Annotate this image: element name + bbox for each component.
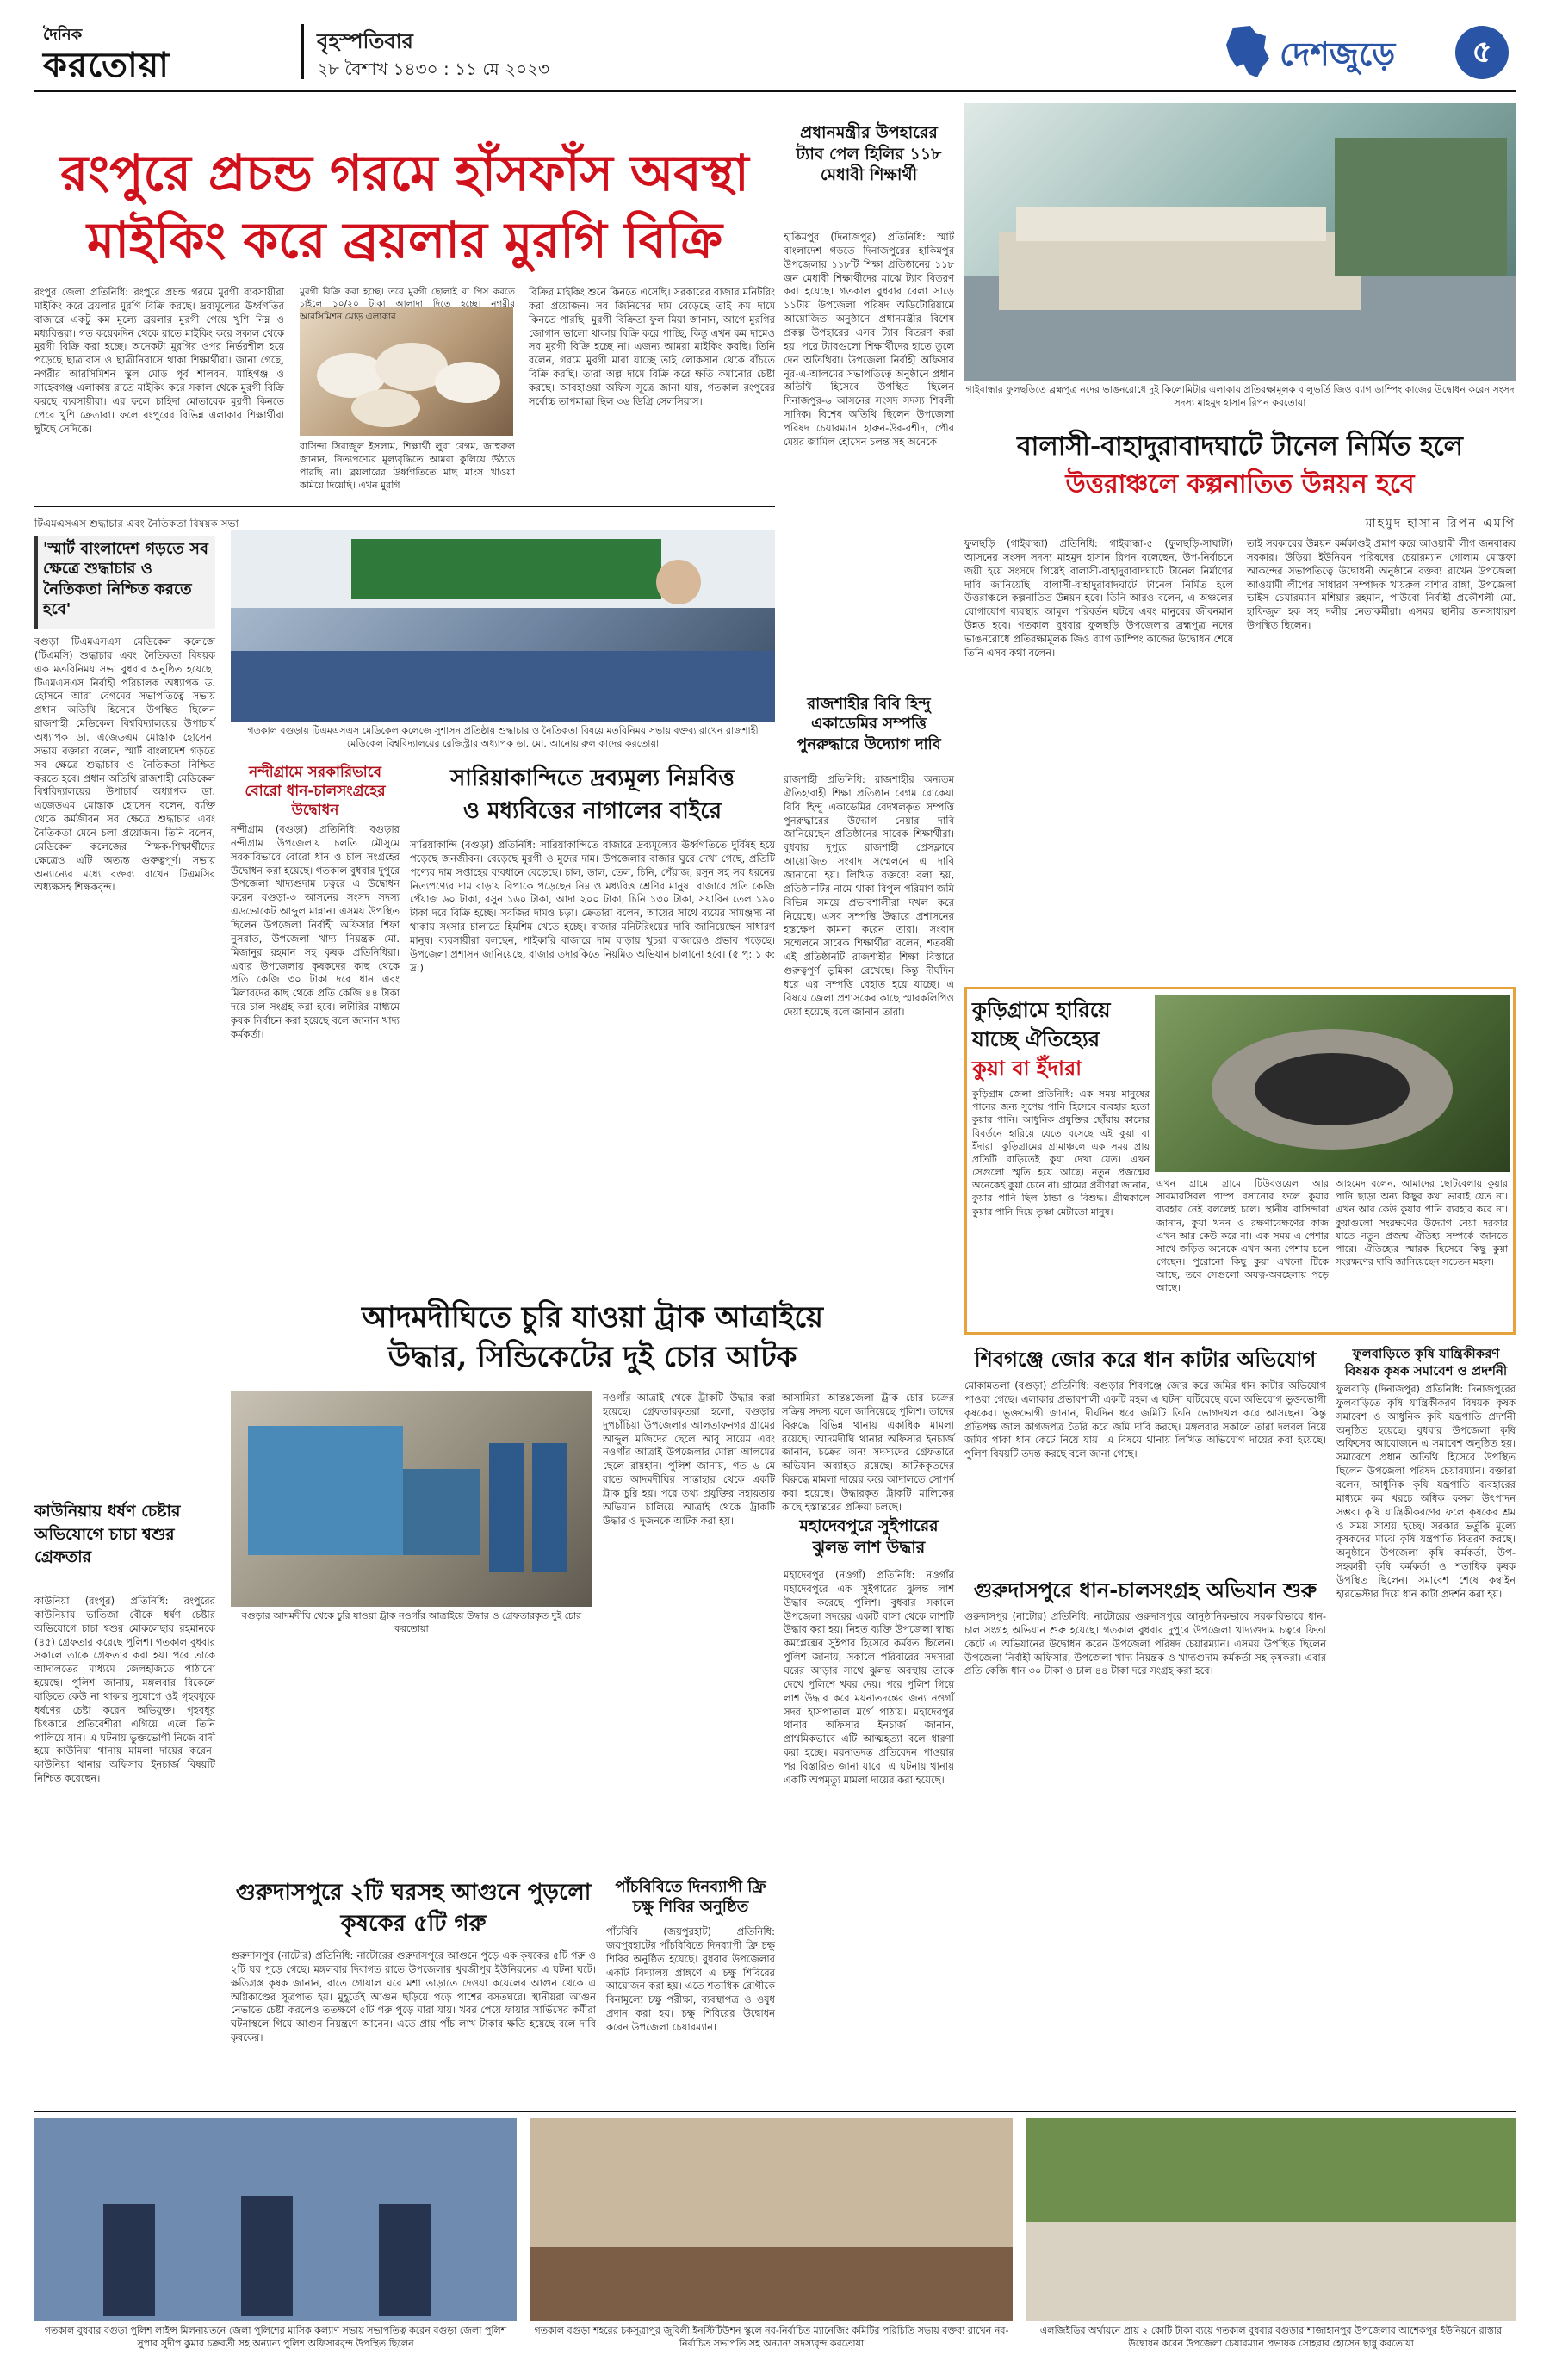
school-meeting-photo [530, 2118, 1013, 2321]
masthead-date: ২৮ বৈশাখ ১৪৩০ : ১১ মে ২০২৩ [317, 59, 550, 79]
page-number: ৫ [1472, 34, 1492, 70]
rajshahi-body: রাজশাহী প্রতিনিধি: রাজশাহীর অন্যতম ঐতিহ্যবাহী শিক্ষা প্রতিষ্ঠান বেগম রোকেয়া বিবি হিন্দু একাডেমির বেদখলকৃত সম্পত্তি পুনরুদ্ধারের উদ্যোগ নেয়ার দাবি জানিয়েছেন প্রতিষ্ঠানের সাবেক শিক্ষার্থীরা। বুধবার দুপুরে রাজশাহী প্রেসক্লাবে আয়োজিত সংবাদ সম্মেলনে এ দাবি জানানো হয়। লিখিত বক্তব্যে বলা হয়, প্রতিষ্ঠানটির নামে থাকা বিপুল পরিমাণ জমি বিভিন্ন সময়ে প্রভাবশালীরা দখল করে নিয়েছে। এসব সম্পত্তি উদ্ধারে প্রশাসনের হস্তক্ষেপ কামনা করেন তারা। সংবাদ সম্মেলনে সাবেক শিক্ষার্থীরা বলেন, শতবর্ষী এই প্রতিষ্ঠানটি রাজশাহীর শিক্ষা বিস্তারে গুরুত্বপূর্ণ ভূমিকা রেখেছে। কিন্তু দীর্ঘদিন ধরে এর সম্পত্তি বেহাত হয়ে যাচ্ছে। এ বিষয়ে জেলা প্রশাসকের কাছে স্মারকলিপিও দেয়া হয়েছে বলে জানান তারা। [784, 773, 954, 1018]
smart-bd-headline-box [34, 536, 215, 629]
police-photo-caption: গতকাল বুধবার বগুড়া পুলিশ লাইন্স মিলনায়তনে জেলা পুলিশের মাসিক কল্যাণ সভায় সভাপতিত্ব করেন বগুড়া জেলা পুলিশ সুপার সুদীপ কুমার চক্রবর্তী সহ অন্যান্য পুলিশ অফিসারবৃন্দ উপস্থিত ছিলেন [44, 2325, 507, 2349]
gurudaspur-fire-headline: গুরুদাসপুরে ২টি ঘরসহ আগুনে পুড়লো কৃষকের ৫টি গরু [235, 1880, 592, 1937]
kauniya-headline: কাউনিয়ায় ধর্ষণ চেষ্টার অভিযোগে চাচা শ্বশুর গ্রেফতার [34, 1502, 181, 1567]
tmss-meeting-photo [231, 530, 775, 722]
smart-bd-kicker: টিএমএসএস শুদ্ধাচার এবং নৈতিকতা বিষয়ক সভা [34, 518, 239, 530]
smart-bd-body: বগুড়া টিএমএসএস মেডিকেল কলেজে (টিএমসি) শুদ্ধাচার এবং নৈতিকতা বিষয়ক এক মতবিনিময় সভা বুধবার অনুষ্ঠিত হয়েছে। টিএমএসএস নির্বাহী পরিচালক অধ্যাপক ড. হোসনে আরা বেগমের সভাপতিত্বে সভায় প্রধান অতিথি হিসেবে উপস্থিত ছিলেন রাজশাহী মেডিকেল বিশ্ববিদ্যালয়ের উপাচার্য অধ্যাপক ডা. এজেডএম মোস্তাক হোসেন। সভায় বক্তারা বলেন, স্মার্ট বাংলাদেশ গড়তে সব ক্ষেত্রে শুদ্ধাচার ও নৈতিকতা নিশ্চিত করতে হবে। প্রধান অতিথি রাজশাহী মেডিকেল বিশ্ববিদ্যালয়ের উপাচার্য অধ্যাপক ডা. এজেডএম মোস্তাক হোসেন বলেন, ব্যক্তি থেকে কর্মজীবন সব ক্ষেত্রে শুদ্ধাচার এবং নৈতিকতা মেনে চলা প্রয়োজন। তিনি বলেন, মেডিকেল কলেজের শিক্ষক-শিক্ষার্থীদের ক্ষেত্রেও এটি অত্যন্ত গুরুত্বপূর্ণ। সভায় অন্যান্যের মধ্যে বক্তব্য রাখেন টিএমসির অধ্যক্ষসহ শিক্ষকবৃন্দ। [34, 635, 215, 894]
balasi-column-2: তাই সরকারের উন্নয়ন কর্মকাণ্ডই প্রমাণ করে আওয়ামী লীগ জনবান্ধব সরকার। উড়িয়া ইউনিয়ন পরিষদের চেয়ারম্যান গোলাম মোস্তফা আকন্দের সভাপতিত্বে উদ্বোধনী অনুষ্ঠানে বক্তব্য রাখেন উপজেলা আওয়ামী লীগের সাধারণ সম্পাদক খায়রুল বাশার রাঙ্গা, উপজেলা ভাইস চেয়ারম্যান মশিয়ার রহমান, পাউবো নির্বাহী প্রকৌশলী মো. হাফিজুল হক সহ দলীয় নেতাকর্মীরা। এসময় স্থানীয় জনসাধারণ উপস্থিত ছিলেন। [1247, 537, 1516, 632]
adamdighi-column-2: আসামিরা আন্তঃজেলা ট্রাক চোর চক্রের সক্রিয় সদস্য বলে জানিয়েছে পুলিশ। তাদের বিরুদ্ধে বিভিন্ন থানায় একাধিক মামলা রয়েছে। আদমদীঘি থানার অফিসার ইনচার্জ জানান, চক্রের অন্য সদস্যদের গ্রেফতারে অভিযান অব্যাহত রয়েছে। আটককৃতদের বিরুদ্ধে মামলা দায়ের করে আদালতে সোপর্দ করা হয়েছে। উদ্ধারকৃত ট্রাকটি মালিকের কাছে হস্তান্তরের প্রক্রিয়া চলছে। [782, 1391, 954, 1513]
road-inauguration-photo [1026, 2118, 1516, 2321]
gurudaspur-rice-story [964, 1576, 1326, 1834]
balasi-byline: মাহমুদ হাসান রিপন এমপি [1365, 517, 1516, 530]
adamdighi-headline-line1: আদমদীঘিতে চুরি যাওয়া ট্রাক আত্রাইয়ে [361, 1300, 824, 1335]
pm-tab-headline: প্রধানমন্ত্রীর উপহারের ট্যাব পেল হিলির ১১৮ মেধাবী শিক্ষার্থী [796, 123, 942, 185]
kurigram-headline-line3: কুয়া বা ইঁদারা [972, 1056, 1082, 1081]
bangladesh-map-icon [1221, 24, 1273, 81]
mahadebpur-story [784, 1515, 954, 2153]
panchbibi-story [606, 1877, 775, 2110]
well-photo [1155, 995, 1510, 1172]
balasi-headline-line1: বালাসী-বাহাদুরাবাদঘাটে টানেল নির্মিত হলে [1016, 431, 1463, 462]
kurigram-column-1: কুড়িগ্রাম জেলা প্রতিনিধি: এক সময় মানুষের পানের জন্য সুপেয় পানি হিসেবে ব্যবহার হতো কুয়ার পানি। আধুনিক প্রযুক্তির ছোঁয়ায় কালের বিবর্তনে হারিয়ে যেতে বসেছে এই কুয়া বা ইঁদারা। কুড়িগ্রামের গ্রামাঞ্চলে এক সময় প্রায় প্রতিটি বাড়িতেই কুয়া দেখা যেত। এখন সেগুলো স্মৃতি হয়ে আছে। নতুন প্রজন্মের অনেকেই কুয়া চেনে না। গ্রামের প্রবীণরা জানান, কুয়ার পানি ছিল ঠান্ডা ও বিশুদ্ধ। গ্রীষ্মকালে কুয়ার পানি দিয়ে তৃষ্ণা মেটাতো মানুষ। [972, 1088, 1150, 1218]
kurigram-column-2: এখন গ্রামে গ্রামে টিউবওয়েল আর সাবমারসিবল পাম্প বসানোর ফলে কুয়ার ব্যবহার নেই বললেই চলে। স্থানীয় বাসিন্দারা জানান, কুয়া খনন ও রক্ষণাবেক্ষণের কাজ এখন আর কেউ করে না। এক সময় এ পেশার সাথে জড়িত অনেকে এখন অন্য পেশায় চলে গেছেন। পুরোনো কিছু কুয়া এখনো টিকে আছে, তবে সেগুলো অযত্ন-অবহেলায় পড়ে আছে। [1156, 1178, 1329, 1294]
sariakandi-story [410, 763, 775, 1288]
mahadebpur-body: মহাদেবপুর (নওগাঁ) প্রতিনিধি: নওগাঁর মহাদেবপুরে এক সুইপারের ঝুলন্ত লাশ উদ্ধার করেছে পুলিশ। বুধবার সকালে উপজেলা সদরের একটি বাসা থেকে লাশটি উদ্ধার করা হয়। নিহত ব্যক্তি উপজেলা স্বাস্থ্য কমপ্লেক্সের সুইপার হিসেবে কর্মরত ছিলেন। পুলিশ জানায়, সকালে পরিবারের সদস্যরা ঘরের আড়ার সাথে ঝুলন্ত অবস্থায় তাকে দেখে পুলিশে খবর দেয়। পরে পুলিশ গিয়ে লাশ উদ্ধার করে ময়নাতদন্তের জন্য নওগাঁ সদর হাসপাতাল মর্গে পাঠায়। মহাদেবপুর থানার অফিসার ইনচার্জ জানান, প্রাথমিকভাবে এটি আত্মহত্যা বলে ধারণা করা হচ্ছে। ময়নাতদন্ত প্রতিবেদন পাওয়ার পর বিস্তারিত জানা যাবে। এ ঘটনায় থানায় একটি অপমৃত্যু মামলা দায়ের করা হয়েছে। [784, 1569, 954, 1786]
logo-small-text: দৈনিক [43, 26, 83, 44]
gurudaspur-rice-headline: গুরুদাসপুরে ধান-চালসংগ্রহ অভিযান শুরু [973, 1577, 1318, 1602]
logo-main-text: করতোয়া [43, 45, 170, 85]
kurigram-headline-line1: কুড়িগ্রামে হারিয়ে [972, 997, 1111, 1022]
fulbari-body: ফুলবাড়ি (দিনাজপুর) প্রতিনিধি: দিনাজপুরের ফুলবাড়িতে কৃষি যান্ত্রিকীকরণ বিষয়ক কৃষক সমাবেশ ও আধুনিক কৃষি যন্ত্রপাতি প্রদর্শনী অনুষ্ঠিত হয়েছে। বুধবার উপজেলা কৃষি অফিসের আয়োজনে এ সমাবেশ অনুষ্ঠিত হয়। সমাবেশে প্রধান অতিথি হিসেবে উপস্থিত ছিলেন উপজেলা পরিষদ চেয়ারম্যান। বক্তারা বলেন, আধুনিক কৃষি যন্ত্রপাতি ব্যবহারের মাধ্যমে কম খরচে অধিক ফসল উৎপাদন সম্ভব। কৃষি যান্ত্রিকীকরণের ফলে কৃষকের শ্রম ও সময় সাশ্রয় হচ্ছে। সরকার ভর্তুকি মূল্যে কৃষকদের মাঝে কৃষি যন্ত্রপাতি বিতরণ করছে। অনুষ্ঠানে উপজেলা কৃষি কর্মকর্তা, উপ-সহকারী কৃষি কর্মকর্তা ও শতাধিক কৃষক উপস্থিত ছিলেন। সমাবেশ শেষে কম্বাইন হারভেস্টার দিয়ে ধান কাটা প্রদর্শন করা হয়। [1336, 1383, 1516, 1600]
lead-story [34, 96, 775, 503]
shibganj-body: মোকামতলা (বগুড়া) প্রতিনিধি: বগুড়ার শিবগঞ্জে জোর করে জমির ধান কাটার অভিযোগ পাওয়া গেছে। এলাকার প্রভাবশালী একটি মহল এ ঘটনা ঘটিয়েছে বলে অভিযোগ ভুক্তভোগী কৃষকের। ভুক্তভোগী জানান, দীর্ঘদিন ধরে জমিটি তিনি ভোগদখল করে আসছেন। কিন্তু প্রতিপক্ষ জাল কাগজপত্র তৈরি করে জমি দাবি করছে। মঙ্গলবার সকালে তারা দলবল নিয়ে জমির পাকা ধান কেটে নিয়ে যায়। এ বিষয়ে থানায় লিখিত অভিযোগ দায়ের করা হয়েছে। পুলিশ বিষয়টি তদন্ত করছে বলে জানা গেছে। [964, 1379, 1326, 1460]
kauniya-story [34, 1500, 215, 2189]
masthead [0, 0, 1550, 93]
nandigram-body: নন্দীগ্রাম (বগুড়া) প্রতিনিধি: বগুড়ার নন্দীগ্রাম উপজেলায় চলতি মৌসুমে সরকারিভাবে বোরো ধান ও চাল সংগ্রহের উদ্বোধন করা হয়েছে। গতকাল বুধবার দুপুরে উপজেলা খাদ্যগুদাম চত্বরে এ উদ্বোধন করেন বগুড়া-৩ আসনের সংসদ সদস্য এডভোকেট আব্দুল মান্নান। এসময় উপস্থিত ছিলেন উপজেলা নির্বাহী অফিসার শিফা নুসরাত, উপজেলা খাদ্য নিয়ন্ত্রক মো. মিজানুর রহমান সহ কৃষক প্রতিনিধিরা। এবার উপজেলায় কৃষকদের কাছ থেকে প্রতি কেজি ৩০ টাকা দরে ধান এবং মিলারদের কাছ থেকে প্রতি কেজি ৪৪ টাকা দরে চাল সংগ্রহ করা হবে। লটারির মাধ্যমে কৃষক নির্বাচন করা হয়েছে বলে জানান খাদ্য কর্মকর্তা। [231, 823, 400, 1040]
police-meeting-photo [34, 2118, 517, 2321]
river-photo-caption: গাইবান্ধার ফুলছড়িতে ব্রহ্মপুত্র নদের ভাঙনরোধে দুই কিলোমিটার এলাকায় প্রতিরক্ষামূলক বালুভর্তি জিও ব্যাগ ডাম্পিং কাজের উদ্বোধন করেন সংসদ সদস্য মাহমুদ হাসান রিপন করতোয়া [965, 384, 1515, 408]
kurigram-box [964, 987, 1516, 1335]
balasi-story [964, 420, 1516, 902]
truck-photo-caption: বগুড়ার আদমদীঘি থেকে চুরি যাওয়া ট্রাক নওগাঁর আত্রাইয়ে উদ্ধার ও গ্রেফতারকৃত দুই চোর করতোয়া [241, 1610, 582, 1634]
divider-1 [34, 506, 775, 507]
masthead-weekday: বৃহস্পতিবার [317, 29, 413, 53]
kurigram-column-3: আহমেদ বলেন, আমাদের ছোটবেলায় কুয়ার পানি ছাড়া অন্য কিছুর কথা ভাবাই যেত না। এখন আর কেউ কুয়ার পানি ব্যবহার করে না। কুয়াগুলো সংরক্ষণের উদ্যোগ নেয়া দরকার যাতে নতুন প্রজন্ম ঐতিহ্য সম্পর্কে জানতে পারে। ঐতিহ্যের স্মারক হিসেবে কিছু কুয়া সংরক্ষণের দাবি জানিয়েছেন সচেতন মহল। [1336, 1178, 1508, 1268]
lead-photo-chickens [300, 307, 513, 436]
school-photo-caption: গতকাল বগুড়া শহরের চকসূত্রাপুর জুবিলী ইনস্টিটিউশন স্কুলে নব-নির্বাচিত ম্যানেজিং কমিটির পরিচিতি সভায় বক্তব্য রাখেন নব-নির্বাচিত সভাপতি সহ অন্যান্য সদস্যবৃন্দ করতোয়া [534, 2325, 1009, 2349]
shibganj-headline: শিবগঞ্জে জোর করে ধান কাটার অভিযোগ [974, 1347, 1317, 1372]
balasi-headline-line2: উত্তরাঞ্চলে কল্পনাতিত উন্নয়ন হবে [1065, 469, 1415, 499]
lead-column-2-top: মুরগী বিক্রি করা হচ্ছে। তবে মুরগী ছোলাই বা পিস করতে চাইলে ১০/২০ টাকা আলাদা দিতে হচ্ছে। নগরীর আরসিমিশন মোড় এলাকার [300, 287, 515, 322]
nandigram-headline: নন্দীগ্রামে সরকারিভাবে বোরো ধান-চালসংগ্রহের উদ্বোধন [245, 764, 386, 820]
nandigram-story [231, 763, 400, 1366]
gurudaspur-rice-body: গুরুদাসপুর (নাটোর) প্রতিনিধি: নাটোরের গুরুদাসপুরে আনুষ্ঠানিকভাবে সরকারিভাবে ধান-চাল সংগ্রহ অভিযান শুরু হয়েছে। গতকাল বুধবার দুপুরে উপজেলা খাদ্যগুদাম চত্বরে ফিতা কেটে এ অভিযানের উদ্বোধন করেন উপজেলা পরিষদ চেয়ারম্যান। এসময় উপস্থিত ছিলেন উপজেলা নির্বাহী অফিসার, উপজেলা খাদ্য নিয়ন্ত্রক ও খাদ্যগুদাম কর্মকর্তা সহ কৃষকরা। এবার প্রতি কেজি ধান ৩০ টাকা ও চাল ৪৪ টাকা দরে সংগ্রহ করা হবে। [964, 1610, 1326, 1677]
tmss-photo-caption: গতকাল বগুড়ায় টিএমএসএস মেডিকেল কলেজে সুশাসন প্রতিষ্ঠায় শুদ্ধাচার ও নৈতিকতা বিষয়ে মতবিনিময় সভায় বক্তব্য রাখেন রাজশাহী মেডিকেল বিশ্ববিদ্যালয়ের রেজিস্ট্রার অধ্যাপক ডা. মো. আনোয়ারুল কাদের করতোয়া [247, 725, 759, 749]
masthead-bottom-rule [34, 90, 1516, 92]
rajshahi-story [784, 694, 954, 1383]
fulbari-headline: ফুলবাড়িতে কৃষি যান্ত্রিকীকরণ বিষয়ক কৃষক সমাবেশ ও প্রদর্শনী [1344, 1346, 1508, 1379]
sariakandi-body: সারিয়াকান্দি (বগুড়া) প্রতিনিধি: সারিয়াকান্দিতে বাজারে দ্রব্যমূল্যের ঊর্ধ্বগতিতে দুর্বিষহ হয়ে পড়েছে জনজীবন। বেড়েছে মুরগী ও মুদের দাম। উপজেলার বাজার ঘুরে দেখা গেছে, প্রতিটি পণ্যের দাম সপ্তাহের ব্যবধানে বেড়েছে। চাল, ডাল, তেল, চিনি, পেঁয়াজ, রসুন সহ সব ধরনের নিত্যপণ্যের দাম বাড়ায় বিপাকে পড়েছেন নিম্ন ও মধ্যবিত্ত শ্রেণির মানুষ। বাজারে প্রতি কেজি পেঁয়াজ ৬০ টাকা, রসুন ১৬০ টাকা, আদা ২০০ টাকা, চিনি ১৩০ টাকা, সয়াবিন তেল ১৯০ টাকা দরে বিক্রি হচ্ছে। সবজির দামও চড়া। ক্রেতারা বলেন, আয়ের সাথে ব্যয়ের সামঞ্জস্য না থাকায় সংসার চালাতে হিমশিম খেতে হচ্ছে। বাজার মনিটরিংয়ের দাবি জানিয়েছেন সাধারণ মানুষ। ব্যবসায়ীরা বলছেন, পাইকারি বাজারে দাম বাড়ায় খুচরা বাজারেও প্রভাব পড়েছে। উপজেলা প্রশাসন জানিয়েছে, বাজার তদারকিতে নিয়মিত অভিযান চালানো হবে। (৫ পৃ: ১ ক: দ্র:) [410, 839, 775, 974]
kauniya-body: কাউনিয়া (রংপুর) প্রতিনিধি: রংপুরের কাউনিয়ায় ভাতিজা বৌকে ধর্ষণ চেষ্টার অভিযোগে চাচা শ্বশুর মোকলেছার রহমানকে (৪৫) গ্রেফতার করেছে পুলিশ। গতকাল বুধবার সকালে তাকে গ্রেফতার করা হয়। পরে তাকে আদালতের মাধ্যমে জেলহাজতে পাঠানো হয়েছে। পুলিশ জানায়, মঙ্গলবার বিকেলে বাড়িতে কেউ না থাকার সুযোগে ওই গৃহবধূকে ধর্ষণের চেষ্টা করেন অভিযুক্ত। গৃহবধূর চিৎকারে প্রতিবেশীরা এগিয়ে এলে তিনি পালিয়ে যান। এ ঘটনায় ভুক্তভোগী নিজে বাদী হয়ে কাউনিয়া থানায় মামলা দায়ের করেন। কাউনিয়া থানার অফিসার ইনচার্জ বিষয়টি নিশ্চিত করেছেন। [34, 1595, 215, 1785]
smart-bd-story [34, 511, 239, 1493]
lead-column-3: বিক্রির মাইকিং শুনে কিনতে এসেছি। সরকারের বাজার মনিটরিং করা প্রয়োজন। সব জিনিসের দাম বেড়েছে তাই কম দামে কিনতে পারছি। মুরগী বিক্রিতা ফুল মিয়া জানান, আগে মুরগির জোগান ভালো থাকায় বিক্রি করে পাচ্ছি, কিন্তু এখন কম দামেও সব মুরগী বিক্রি হচ্ছে না। এজন্য আমরা মাইকিং করছি। তিনি বলেন, গরমে মুরগী মারা যাচ্ছে তাই লোকসান থেকে বাঁচতে বিক্রি করছি। তারা অল্প দামে বিক্রি করে ক্ষতি কমানোর চেষ্টা করছে। আবহাওয়া অফিস সূত্রে জানা যায়, গতকাল রংপুরের সর্বোচ্চ তাপমাত্রা ছিল ৩৬ ডিগ্রি সেলসিয়াস। [529, 286, 775, 407]
road-photo-caption: এলজিইডির অর্থায়নে প্রায় ২ কোটি টাকা ব্যয়ে গতকাল বুধবার বগুড়ার শাজাহানপুর উপজেলার আশেকপুর ইউনিয়নে রাস্তার উদ্বোধন করেন উপজেলা চেয়ারম্যান প্রভাষক সোহরাব হোসেন ছান্নু করতোয়া [1039, 2325, 1503, 2349]
section-title: দেশজুড়ে [1280, 34, 1396, 73]
lead-column-1: রংপুর জেলা প্রতিনিধি: রংপুরে প্রচন্ড গরমে মুরগী ব্যবসায়ীরা মাইকিং করে ব্রয়লার মুরগি বিক্রি করছে। দ্রব্যমূল্যের ঊর্ধ্বগতির বাজারে একটু কম মূল্যে ব্রয়লার মুরগী পেয়ে খুশি নিম্ন ও মধ্যবিত্তরা। গত কয়েকদিন থেকে রাতে মাইকিং করে সকাল থেকে মুরগী বিক্রি করা হচ্ছে। অনেকটা মুরগির ওপর নির্ভরশীল হয়ে পড়েছে ছাত্রাবাস ও ছাত্রীনিবাসে থাকা শিক্ষার্থীরা। জানা গেছে, নগরীর আরসিমিশন স্কুল মোড় পূর্ব শালবন, মাহিগঞ্জ ও সাহেবগঞ্জ এলাকায় রাতে মাইকিং করে সকাল থেকে মুরগী বিক্রি করছে ব্যবসায়ীরা। এর ফলে চাহিদা মোতাবেক মুরগী কিনতে পেরে খুশি ক্রেতারা। ফলে রংপুরের বিভিন্ন এলাকার শিক্ষার্থীরা ছুটছে সেদিকে। [34, 286, 284, 435]
smart-bd-headline: 'স্মার্ট বাংলাদেশ গড়তে সব ক্ষেত্রে শুদ্ধাচার ও নৈতিকতা নিশ্চিত করতে হবে' [43, 540, 208, 619]
sariakandi-headline-line2: ও মধ্যবিত্তের নাগালের বাইরে [462, 798, 722, 824]
shibganj-story [964, 1345, 1326, 1560]
rajshahi-headline: রাজশাহীর বিবি হিন্দু একাডেমির সম্পত্তি পুনরুদ্ধারে উদ্যোগ দাবি [797, 695, 941, 753]
river-photo [964, 103, 1516, 381]
adamdighi-column-1: নওগাঁর আত্রাই থেকে ট্রাকটি উদ্ধার করা হয়েছে। গ্রেফতারকৃতরা হলো, বগুড়ার দুপচাঁচিয়া উপজেলার আলতাফনগর গ্রামের আব্দুল মজিদের ছেলে আবু সায়েম এবং নওগাঁর আত্রাই উপজেলার মোল্লা আলমের ছেলে রায়হান। পুলিশ জানায়, গত ৬ মে রাতে আদমদীঘির সান্তাহার থেকে একটি ট্রাক চুরি হয়। পরে তথ্য প্রযুক্তির সহায়তায় অভিযান চালিয়ে আত্রাই থেকে ট্রাকটি উদ্ধার ও দুজনকে আটক করা হয়। [603, 1391, 775, 1527]
truck-photo [231, 1391, 592, 1607]
page-number-badge [1455, 26, 1509, 79]
pm-tab-story [784, 96, 954, 691]
gurudaspur-fire-body: গুরুদাসপুর (নাটোর) প্রতিনিধি: নাটোরের গুরুদাসপুরে আগুনে পুড়ে এক কৃষকের ৫টি গরু ও ২টি ঘর পুড়ে গেছে। মঙ্গলবার দিবাগত রাতে উপজেলার খুবজীপুর ইউনিয়নের এ ঘটনা ঘটে। ক্ষতিগ্রস্ত কৃষক জানান, রাতে গোয়াল ঘরে মশা তাড়াতে দেওয়া কয়েলের আগুন থেকে এ অগ্নিকাণ্ডের সূত্রপাত হয়। মুহূর্তেই আগুন ছড়িয়ে পড়ে পাশের বসতঘরে। স্থানীয়রা আগুন নেভাতে চেষ্টা করলেও ততক্ষণে ৫টি গরু পুড়ে মারা যায়। খবর পেয়ে ফায়ার সার্ভিসের কর্মীরা ঘটনাস্থলে গিয়ে আগুন নিয়ন্ত্রণে আনেন। এতে প্রায় পাঁচ লাখ টাকার ক্ষতি হয়েছে বলে দাবি কৃষকের। [231, 1949, 596, 2044]
kurigram-headline-line2: যাচ্ছে ঐতিহ্যের [972, 1026, 1100, 1051]
pm-tab-body: হাকিমপুর (দিনাজপুর) প্রতিনিধি: স্মার্ট বাংলাদেশ গড়তে দিনাজপুরের হাকিমপুর উপজেলার ১১৮টি শিক্ষা প্রতিষ্ঠানের ১১৮ জন মেধাবী শিক্ষার্থীদের মাঝে ট্যাব বিতরণ করা হয়েছে। গতকাল বুধবার বেলা সাড়ে ১১টায় উপজেলা পরিষদ অডিটোরিয়ামে আয়োজিত অনুষ্ঠানে প্রধানমন্ত্রীর বিশেষ প্রকল্প উপহারের এসব ট্যাব বিতরণ করা হয়। পরে ট্যাবগুলো শিক্ষার্থীদের হাতে তুলে দেন অতিথিরা। উপজেলা নির্বাহী অফিসার নূর-এ-আলমের সভাপতিত্বে অনুষ্ঠানে প্রধান অতিথি হিসেবে উপস্থিত ছিলেন দিনাজপুর-৬ আসনের সংসদ সদস্য শিবলী সাদিক। বিশেষ অতিথি ছিলেন উপজেলা পরিষদ চেয়ারম্যান হারুন-উর-রশীদ, পৌর মেয়র জামিল হোসেন চলন্ত সহ অনেকে। [784, 231, 954, 448]
divider-bottom [34, 2111, 1516, 2112]
panchbibi-headline: পাঁচবিবিতে দিনব্যাপী ফ্রি চক্ষু শিবির অনুষ্ঠিত [615, 1878, 766, 1917]
masthead-divider [301, 24, 304, 79]
logo [43, 22, 284, 83]
balasi-column-1: ফুলছড়ি (গাইবান্ধা) প্রতিনিধি: গাইবান্ধা-৫ (ফুলছড়ি-সাঘাটা) আসনের সংসদ সদস্য মাহমুদ হাসান রিপন বলেছেন, উপ-নির্বাচনে জয়ী হয়ে সংসদে গিয়েই বালাসী-বাহাদুরাবাদঘাটে টানেল নির্মাণের দাবি জানিয়েছি। বালাসী-বাহাদুরাবাদঘাটে টানেল নির্মিত হলে উত্তরাঞ্চলে কল্পনাতিত উন্নয়ন হবে। তিনি আরও বলেন, এ অঞ্চলের যোগাযোগ ব্যবস্থার আমূল পরিবর্তন ঘটবে এবং মানুষের জীবনমান উন্নত হবে। গতকাল বুধবার ফুলছড়ি উপজেলার ব্রহ্মপুত্র নদের ভাঙনরোধে প্রতিরক্ষামূলক জিও ব্যাগ ডাম্পিং কাজের উদ্বোধন শেষে তিনি এসব কথা বলেন। [964, 537, 1233, 659]
lead-headline-line2: মাইকিং করে ব্রয়লার মুরগি বিক্রি [87, 211, 722, 270]
fulbari-story [1336, 1345, 1516, 1913]
sariakandi-headline-line1: সারিয়াকান্দিতে দ্রব্যমূল্য নিম্নবিত্ত [450, 765, 735, 791]
panchbibi-body: পাঁচবিবি (জয়পুরহাট) প্রতিনিধি: জয়পুরহাটের পাঁচবিবিতে দিনব্যাপী ফ্রি চক্ষু শিবির অনুষ্ঠিত হয়েছে। বুধবার উপজেলার একটি বিদ্যালয় প্রাঙ্গণে এ চক্ষু শিবিরের আয়োজন করা হয়। এতে শতাধিক রোগীকে বিনামূল্যে চক্ষু পরীক্ষা, ব্যবস্থাপত্র ও ওষুধ প্রদান করা হয়। চক্ষু শিবিরের উদ্বোধন করেন উপজেলা চেয়ারম্যান। [606, 1925, 775, 2034]
mahadebpur-headline: মহাদেবপুরে সুইপারের ঝুলন্ত লাশ উদ্ধার [799, 1516, 939, 1557]
lead-headline-line1: রংপুরে প্রচন্ড গরমে হাঁসফাঁস অবস্থা [60, 144, 749, 202]
adamdighi-headline-line2: উদ্ধার, সিন্ডিকেটের দুই চোর আটক [388, 1340, 797, 1374]
lead-photo-caption: বাসিন্দা সিরাজুল ইসলাম, শিক্ষার্থী লুবা বেগম, জাহুরুল জানান, নিত্যপণ্যের মূল্যবৃদ্ধিতে আমরা কুলিয়ে উঠতে পারছি না। ব্রয়লারের উর্ধ্বগতিতে মাছ মাংস খাওয়া কমিয়ে দিয়েছি। এখন মুরগি [300, 441, 515, 491]
